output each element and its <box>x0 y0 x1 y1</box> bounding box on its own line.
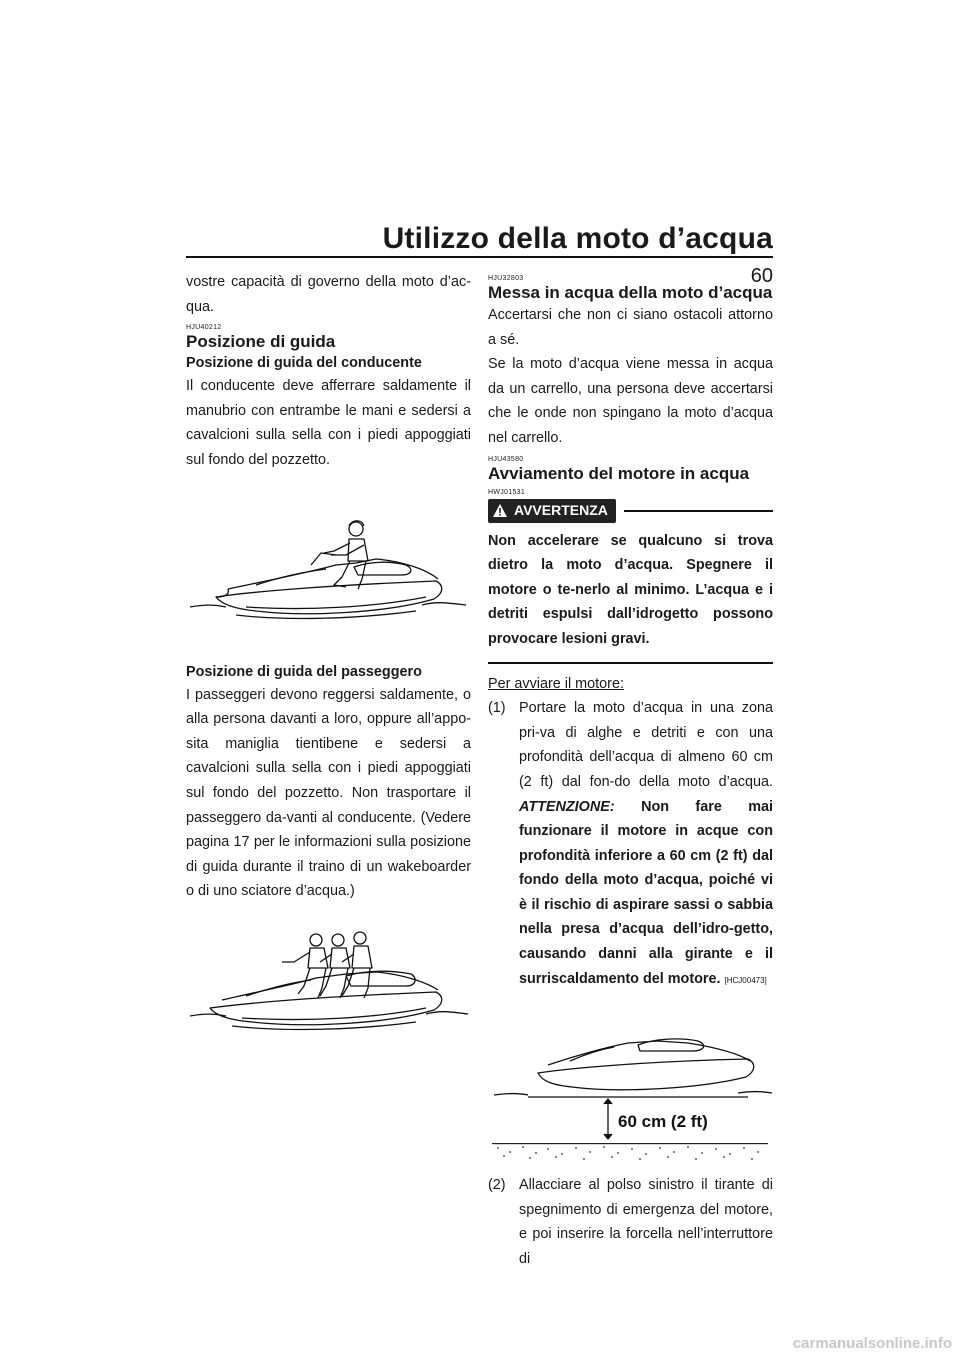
step-1-text: Portare la moto d’acqua in una zona pri-va di alghe e detriti e con una profondità dell’acqua di almeno 60 cm (2 ft) dal fon-do della moto d’acqua. <box>519 700 773 790</box>
step-2 <box>488 1173 773 1271</box>
section-code: HJU40212 <box>186 324 222 332</box>
driver-illustration <box>186 489 471 649</box>
right-column <box>488 270 773 1272</box>
page-number: 60 <box>750 265 773 287</box>
warning-end-rule <box>488 662 773 664</box>
attention-code: [HCJ00473] <box>724 975 767 985</box>
sand-pattern <box>497 1146 759 1160</box>
driver-heading: Posizione di guida del conducente <box>186 355 422 372</box>
header-rule <box>186 256 773 258</box>
step-number: (2) <box>488 1177 506 1194</box>
warning-header <box>488 499 773 523</box>
depth-illustration <box>488 1003 773 1163</box>
step-1 <box>488 696 773 993</box>
warning-icon <box>492 503 508 519</box>
warning-label: AVVERTENZA <box>514 502 608 519</box>
section-code: HJU32803 <box>488 275 524 282</box>
section-code: HJU43580 <box>488 455 524 463</box>
warning-rule <box>624 510 773 512</box>
passengers-illustration <box>186 926 471 1056</box>
warning-code: HWJ01531 <box>488 488 526 496</box>
warning-badge <box>488 499 616 523</box>
depth-label: 60 cm (2 ft) <box>618 1112 708 1132</box>
attention-label: ATTENZIONE: <box>519 798 615 815</box>
section-title-launching: Messa in acqua della moto d’acqua <box>488 283 773 302</box>
attention-text: Non fare mai funzionare il motore in acque con profondità inferiore a 60 cm (2 ft) dal fondo della moto d’acqua, poiché vi è il rischio di aspirare sassi o sabbia nella presa d’acqua dell’idro-getto, causando danni alla girante e il surriscaldamento del motore. <box>519 798 773 987</box>
section-title-starting-engine: Avviamento del motore in acqua <box>488 463 750 483</box>
launch-text-1: Accertarsi che non ci siano ostacoli attorno a sé. <box>488 307 773 348</box>
procedure-title: Per avviare il motore: <box>488 675 624 692</box>
passenger-text: I passeggeri devono reggersi saldamente, o alla persona davanti a loro, oppure all’appo-sita maniglia tientibene e sedersi a cavalcioni sulla sella con i piedi appoggiati sul fondo del pozzetto. Non trasportare il passeggero da-vanti al conducente. (Vedere pagina 17 per le informazioni sulla posizione di guida durante il traino di un wakeboarder o di uno sciatore d’acqua.) <box>186 686 471 900</box>
intro-text: vostre capacità di governo della moto d’ac-qua. <box>186 274 471 315</box>
watermark: carmanualsonline.info <box>792 1335 952 1352</box>
page-title: Utilizzo della moto d’acqua <box>382 222 773 255</box>
passenger-heading: Posizione di guida del passeggero <box>186 663 422 680</box>
step-2-text: Allacciare al polso sinistro il tirante di spegnimento di emergenza del motore, e poi inserire la forcella nell’interruttore di <box>519 1177 773 1268</box>
section-title-riding-position: Posizione di guida <box>186 332 336 352</box>
left-column <box>186 270 471 1056</box>
launch-text-2: Se la moto d’acqua viene messa in acqua da un carrello, una persona deve accertarsi che le onde non spingano la moto d’acqua nel carrello. <box>488 356 773 446</box>
driver-text: Il conducente deve afferrare saldamente il manubrio con entrambe le mani e sedersi a cavalcioni sulla sella con i piedi appoggiati sul fondo del pozzetto. <box>186 378 471 468</box>
warning-text: Non accelerare se qualcuno si trova dietro la moto d’acqua. Spegnere il motore o te-nerlo al minimo. L’acqua e i detriti espulsi dall’idrogetto possono provocare lesioni gravi. <box>488 532 773 647</box>
step-number: (1) <box>488 700 506 717</box>
